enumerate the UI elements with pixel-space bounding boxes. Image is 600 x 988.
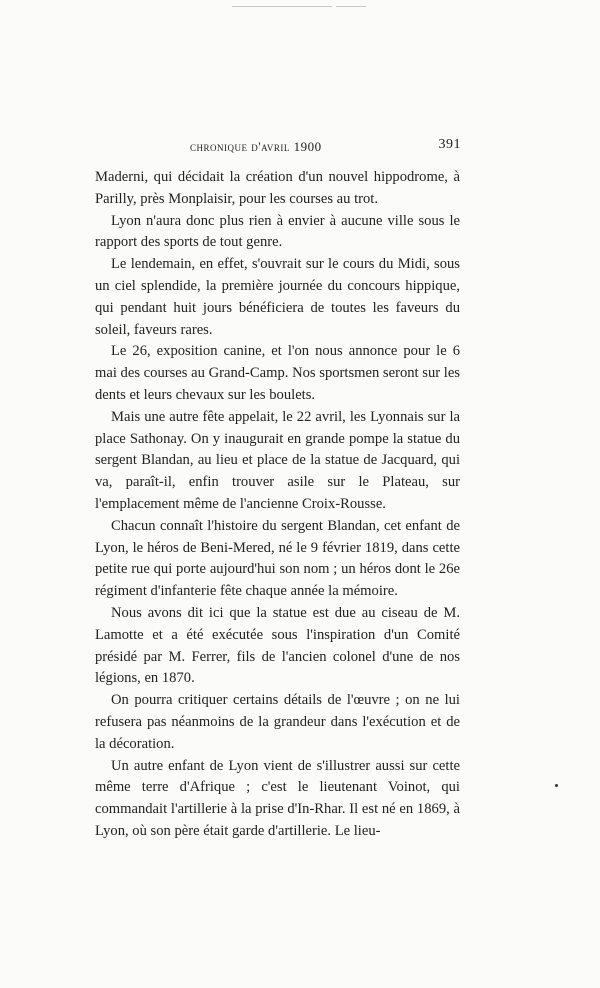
paragraph-2: Lyon n'aura donc plus rien à envier à aucune ville sous le rapport des sports de tout genre. [95, 212, 460, 251]
paragraph-9: Un autre enfant de Lyon vient de s'illustrer aussi sur cette même terre d'Afrique ; c'est le lieutenant Voinot, qui commandait l'artillerie à la prise d'In-Rhar. Il est né en 1869, à Lyon, où son père était garde d'artillerie. Le lieu- [95, 757, 460, 839]
paragraph-8: On pourra critiquer certains détails de l'œuvre ; on ne lui refusera pas néanmoins de la grandeur dans l'exécution et de la décoration. [95, 692, 460, 752]
paragraph-5: Mais une autre fête appelait, le 22 avril, les Lyonnais sur la place Sathonay. On y inaugurait en grande pompe la statue du sergent Blandan, au lieu et place de la statue de Jacquard, qui va, paraît-il, enfin trouver asile sur le Plateau, sur l'emplacement même de l'ancienne Croix-Rousse. [95, 408, 460, 512]
paragraph-7: Nous avons dit ici que la statue est due au ciseau de M. Lamotte et a été exécutée sous l'inspiration d'un Comité présidé par M. Ferrer, fils de l'ancien colonel d'une de nos légions, en 1870. [95, 604, 460, 687]
margin-dot [555, 784, 558, 787]
top-edge-rule [232, 6, 332, 7]
running-title: chronique d'avril 1900 [190, 139, 322, 154]
page-number: 391 [438, 137, 461, 152]
paragraph-3: Le lendemain, en effet, s'ouvrait sur le cours du Midi, sous un ciel splendide, la première journée du concours hippique, qui pendant huit jours bénéficiera de toutes les faveurs du soleil, faveurs rares. [95, 256, 460, 338]
paragraph-6: Chacun connaît l'histoire du sergent Blandan, cet enfant de Lyon, le héros de Beni-Mered, né le 9 février 1819, dans cette petite rue qui porte aujourd'hui son nom ; un héros dont le 26e régiment d'infanterie fête chaque année la mémoire. [95, 517, 460, 600]
body-text [95, 167, 460, 843]
paragraph-1: Maderni, qui décidait la création d'un nouvel hippodrome, à Parilly, près Monplaisir, pour les courses au trot. [95, 169, 460, 207]
paragraph-4: Le 26, exposition canine, et l'on nous annonce pour le 6 mai des courses au Grand-Camp. Nos sportsmen seront sur les dents et leurs chevaux sur les boulets. [95, 343, 460, 403]
top-edge-rule-short [336, 6, 366, 7]
page-header [96, 137, 461, 157]
